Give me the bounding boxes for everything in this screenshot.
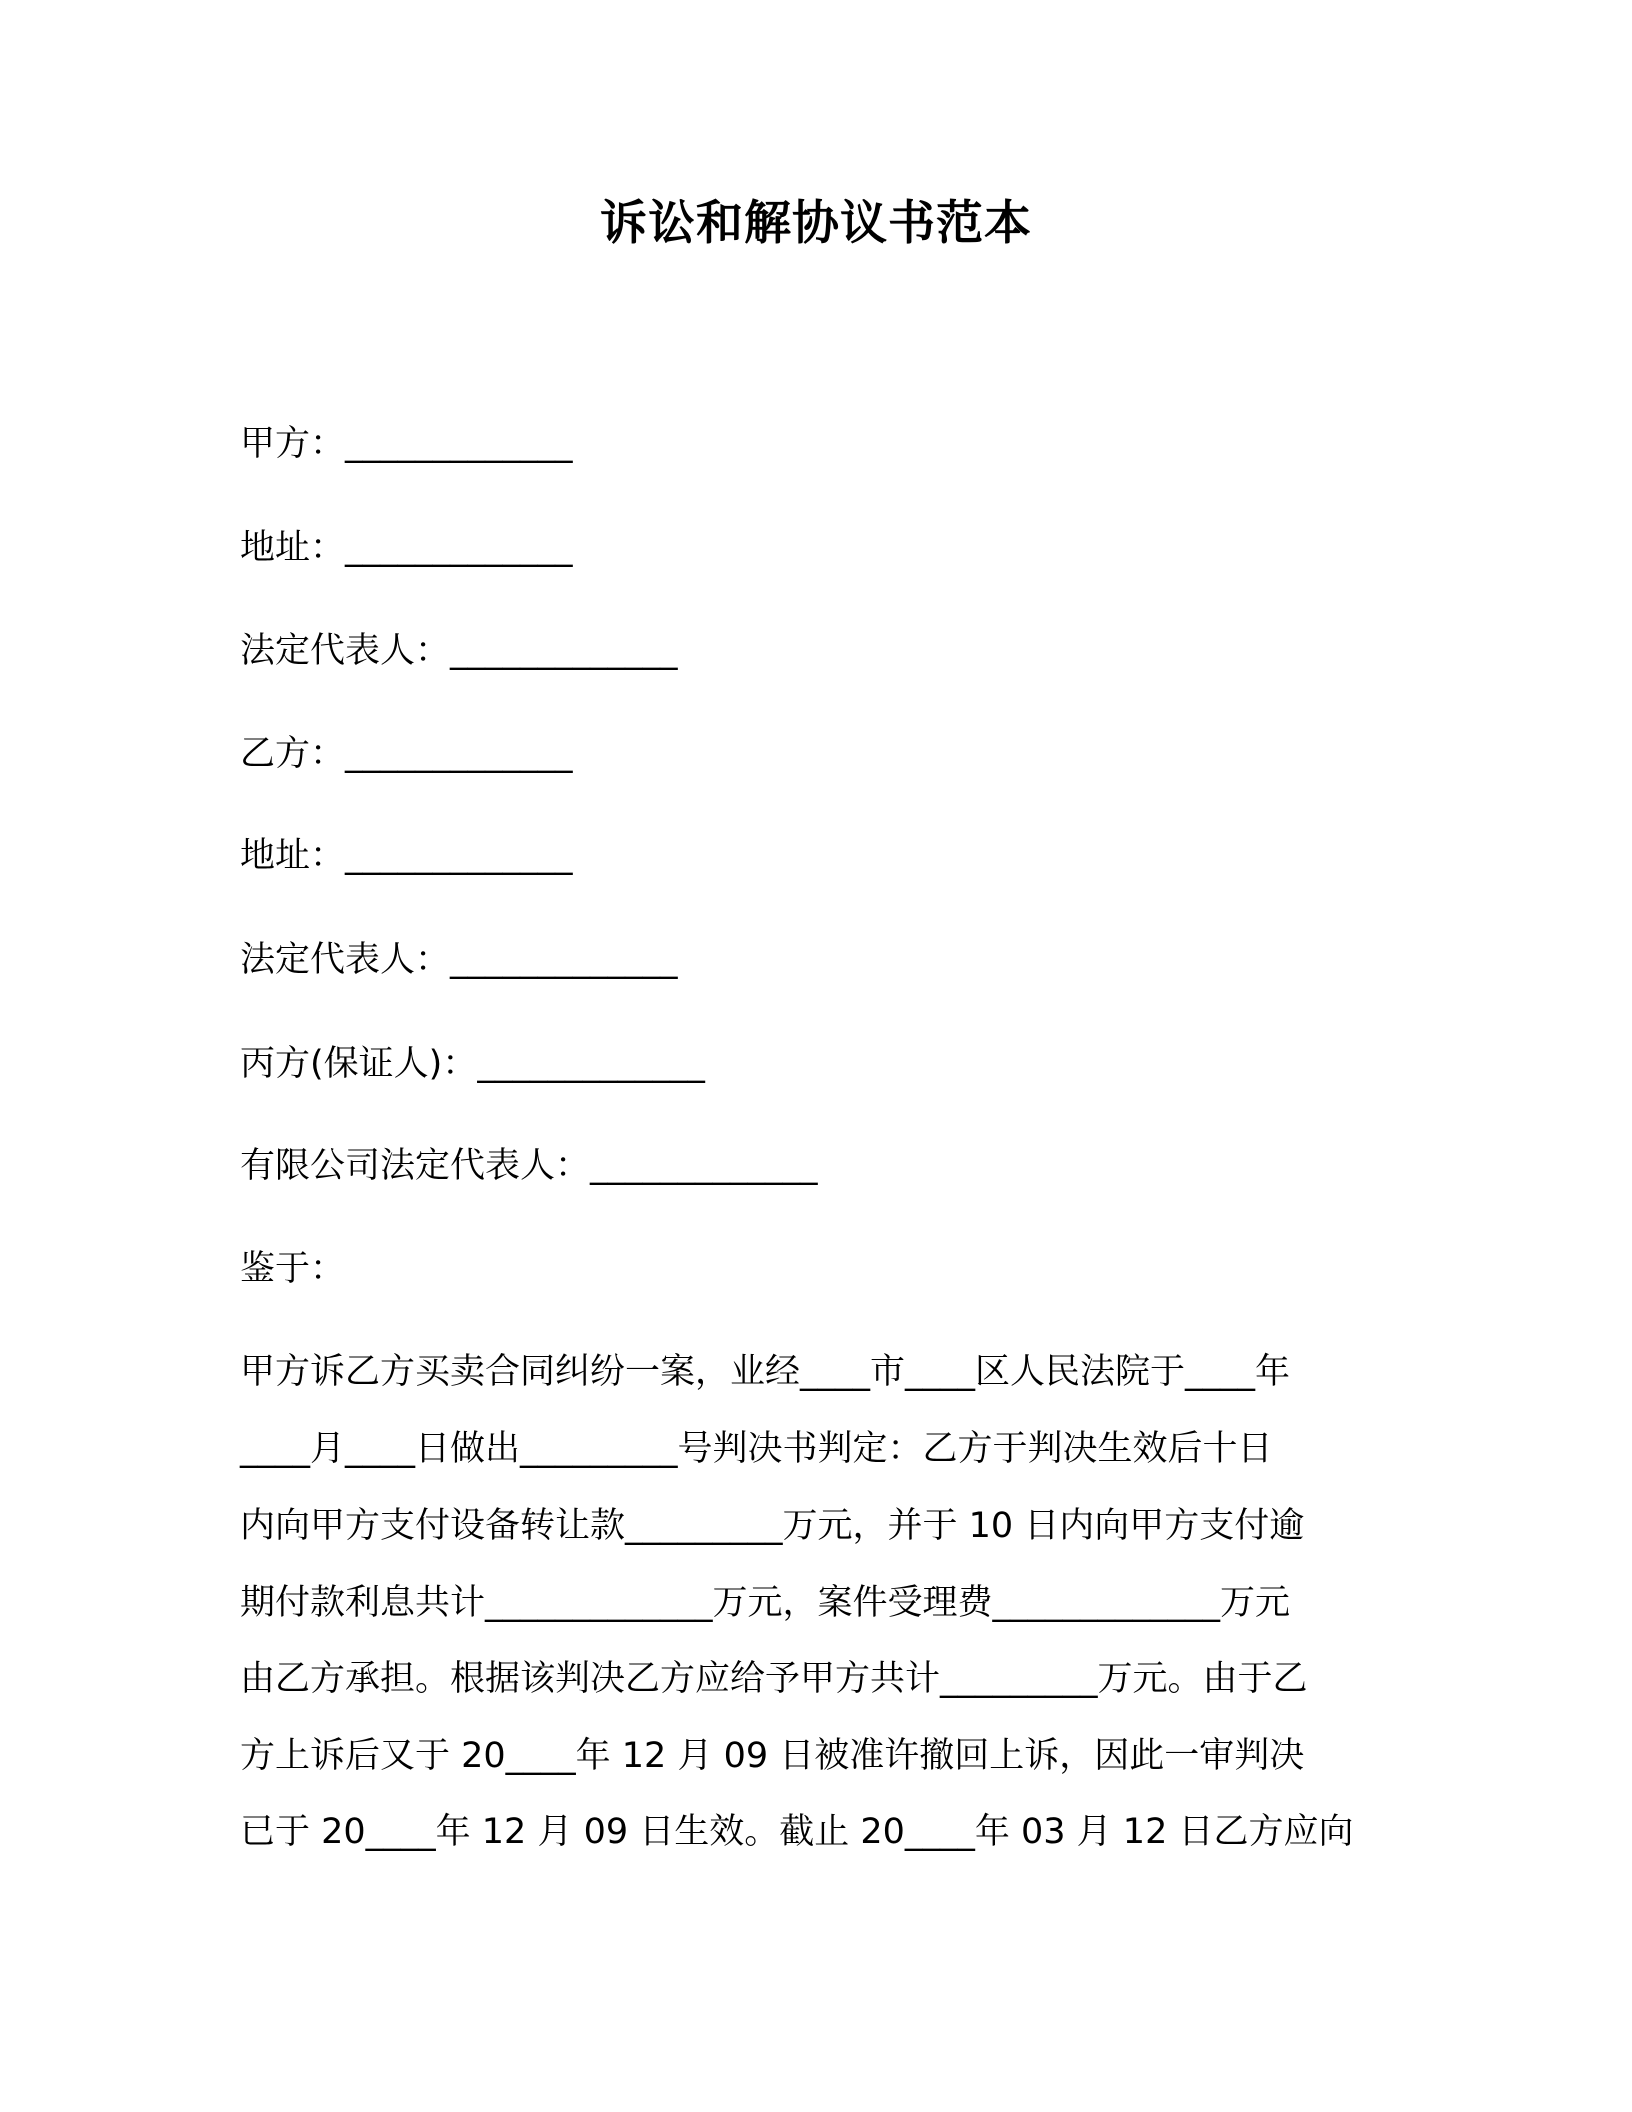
body-line-3: 内向甲方支付设备转让款_________万元，并于 10 日内向甲方支付逾 (240, 1506, 1305, 1546)
party-a-label: 甲方： (240, 424, 346, 464)
party-a-blank: _____________ (345, 424, 573, 464)
party-b-label: 乙方： (240, 734, 346, 774)
body-line-6: 方上诉后又于 20____年 12 月 09 日被准许撤回上诉，因此一审判决 (240, 1736, 1305, 1776)
party-b-address-field (240, 830, 573, 882)
party-b-representative-field (240, 934, 678, 986)
party-b-representative-label: 法定代表人： (240, 940, 451, 980)
party-a-representative-blank: _____________ (450, 631, 678, 671)
body-line-1: 甲方诉乙方买卖合同纠纷一案，业经____市____区人民法院于____年 (240, 1352, 1291, 1392)
party-a-representative-label: 法定代表人： (240, 631, 451, 671)
party-a-address-field (240, 522, 573, 574)
body-line-7: 已于 20____年 12 月 09 日生效。截止 20____年 03 月 12 日乙方应向 (240, 1812, 1354, 1852)
body-line-2: ____月____日做出_________号判决书判定：乙方于判决生效后十日 (240, 1429, 1273, 1469)
party-a-field (240, 418, 573, 470)
document-title: 诉讼和解协议书范本 (600, 196, 1032, 251)
party-a-address-label: 地址： (240, 528, 346, 568)
party-b-field (240, 728, 573, 780)
party-b-address-label: 地址： (240, 836, 346, 876)
party-c-guarantor-field (240, 1038, 705, 1090)
party-c-guarantor-blank: _____________ (477, 1044, 705, 1084)
body-line-5: 由乙方承担。根据该判决乙方应给予甲方共计_________万元。由于乙 (240, 1659, 1308, 1699)
party-b-blank: _____________ (345, 734, 573, 774)
company-representative-blank: _____________ (590, 1146, 818, 1186)
party-a-address-blank: _____________ (345, 528, 573, 568)
body-line-4: 期付款利息共计_____________万元，案件受理费_____________万元 (240, 1583, 1291, 1623)
company-representative-label: 有限公司法定代表人： (240, 1146, 591, 1186)
party-b-representative-blank: _____________ (450, 940, 678, 980)
party-c-guarantor-label: 丙方(保证人)： (240, 1044, 478, 1084)
company-representative-field (240, 1140, 818, 1192)
party-b-address-blank: _____________ (345, 836, 573, 876)
whereas-heading: 鉴于： (240, 1249, 346, 1289)
party-a-representative-field (240, 625, 678, 677)
